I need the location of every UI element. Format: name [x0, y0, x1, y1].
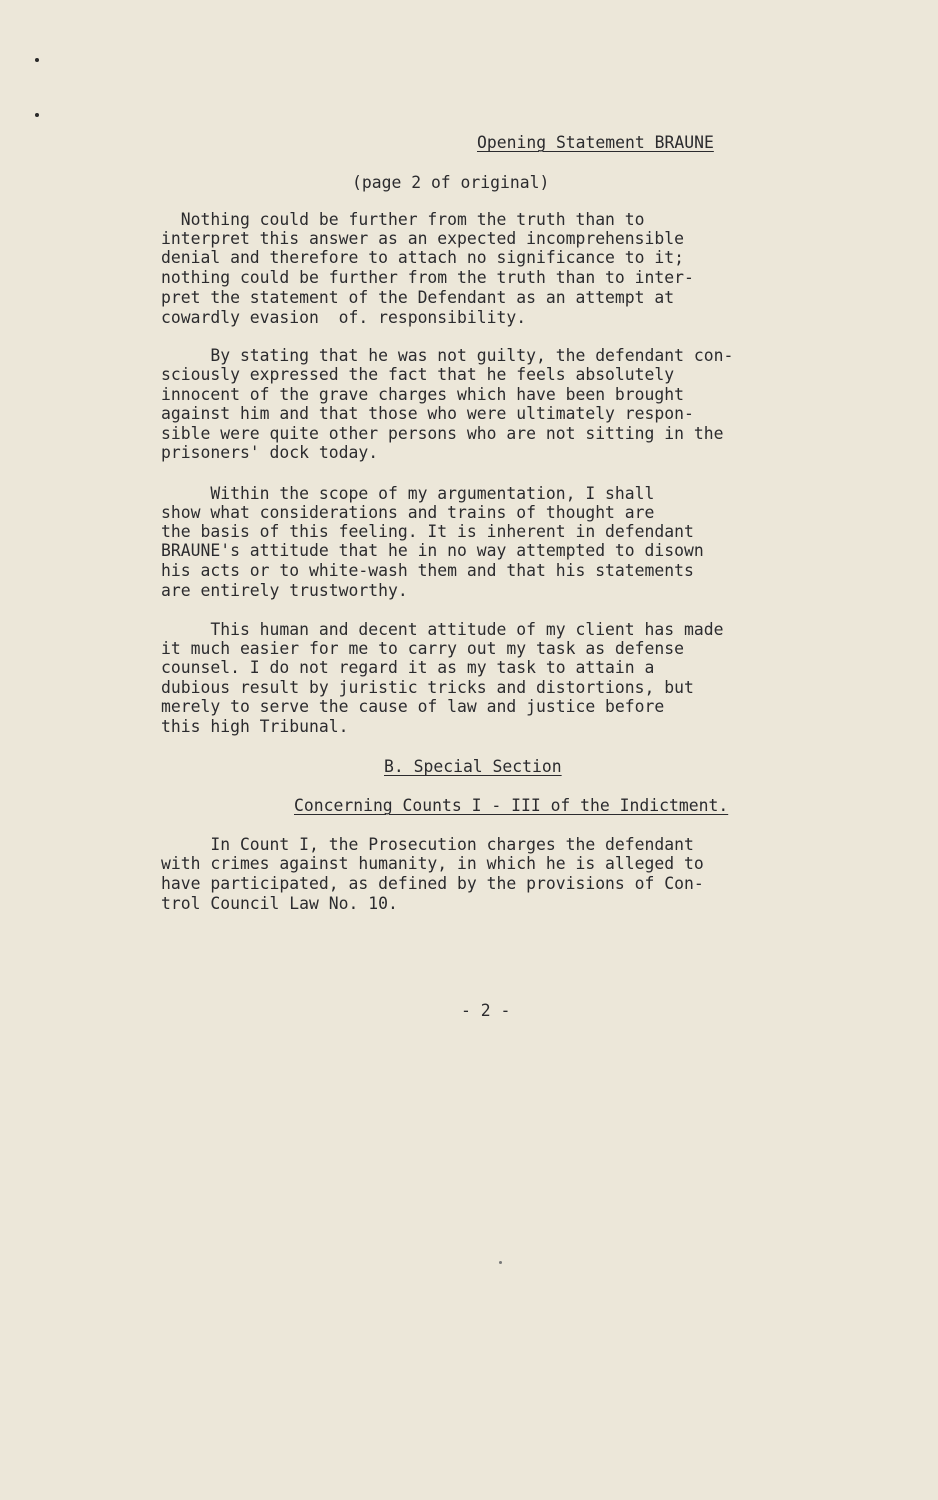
paragraph-line: this high Tribunal. [161, 717, 349, 736]
punch-hole-top [35, 58, 39, 62]
paragraph-line: the basis of this feeling. It is inherent in defendant [161, 522, 694, 541]
paragraph-line: have participated, as defined by the provisions of Con- [161, 874, 704, 893]
paragraph-line: Nothing could be further from the truth than to [161, 210, 645, 229]
paragraph-line: pret the statement of the Defendant as an attempt at [161, 288, 675, 307]
paragraph-line: cowardly evasion of. responsibility. [161, 308, 527, 327]
paragraph-line: show what considerations and trains of thought are [161, 503, 655, 522]
section-subheading: Concerning Counts I - III of the Indictment. [294, 796, 729, 815]
paragraph-line: interpret this answer as an expected incomprehensible [161, 229, 685, 248]
paragraph-line: are entirely trustworthy. [161, 581, 408, 600]
paragraph-line: counsel. I do not regard it as my task to attain a [161, 658, 655, 677]
paper-speck [499, 1261, 502, 1264]
paragraph-line: BRAUNE's attitude that he in no way attempted to disown [161, 541, 704, 560]
paragraph-line: denial and therefore to attach no significance to it; [161, 248, 685, 267]
paragraph-line: nothing could be further from the truth than to inter- [161, 268, 694, 287]
paragraph-line: against him and that those who were ultimately respon- [161, 404, 694, 423]
document-subtitle: (page 2 of original) [352, 173, 550, 192]
paragraph-line: with crimes against humanity, in which he is alleged to [161, 854, 704, 873]
paragraph-line: innocent of the grave charges which have been brought [161, 385, 685, 404]
paragraph-line: merely to serve the cause of law and justice before [161, 697, 665, 716]
section-heading: B. Special Section [384, 757, 562, 776]
paragraph-line: trol Council Law No. 10. [161, 894, 398, 913]
paragraph-line: sible were quite other persons who are not sitting in the [161, 424, 724, 443]
paragraph-line: dubious result by juristic tricks and distortions, but [161, 678, 694, 697]
punch-hole-second [35, 113, 39, 117]
paragraph-line: Within the scope of my argumentation, I shall [161, 484, 655, 503]
paragraph-line: By stating that he was not guilty, the defendant con- [161, 346, 734, 365]
paragraph-line: his acts or to white-wash them and that his statements [161, 561, 694, 580]
paragraph-line: prisoners' dock today. [161, 443, 379, 462]
paragraph-line: This human and decent attitude of my client has made [161, 620, 724, 639]
paragraph-line: sciously expressed the fact that he feels absolutely [161, 365, 675, 384]
document-title: Opening Statement BRAUNE [477, 133, 714, 152]
paragraph-line: it much easier for me to carry out my task as defense [161, 639, 685, 658]
page-number: - 2 - [461, 1001, 511, 1020]
paragraph-line: In Count I, the Prosecution charges the defendant [161, 835, 694, 854]
